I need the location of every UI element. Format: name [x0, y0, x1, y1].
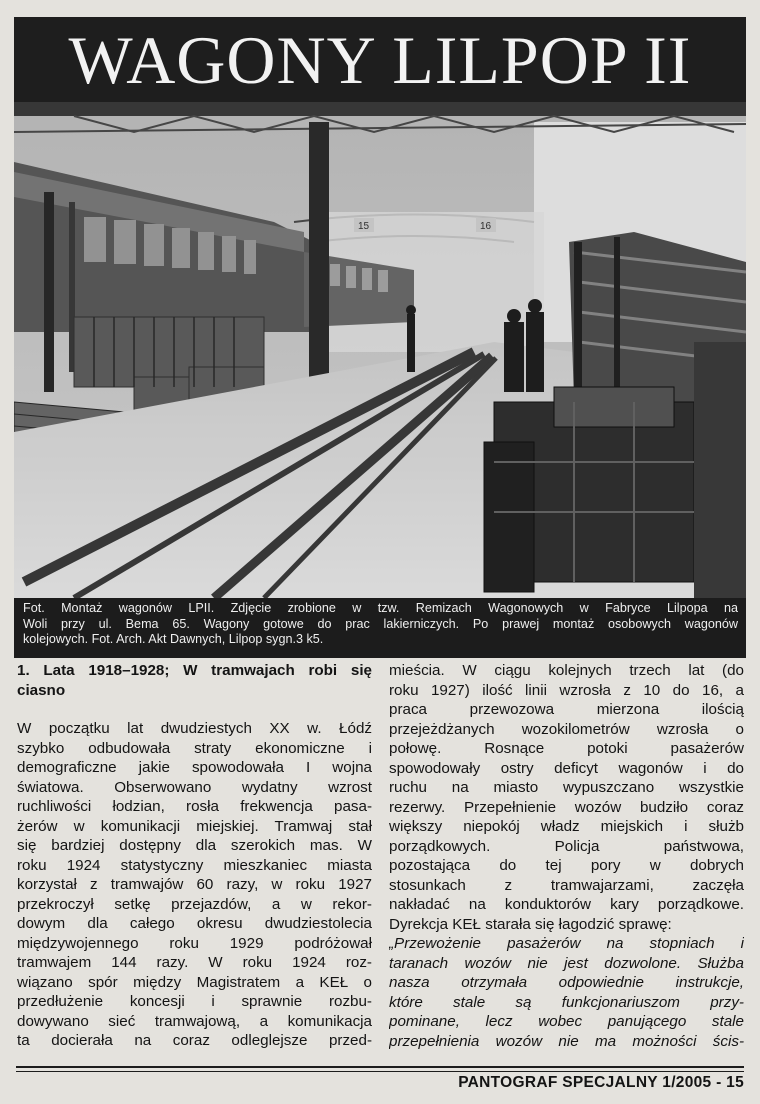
text-line: rezerwy. Przepełnienie wozów budziło coraz	[389, 798, 744, 816]
quote-line: taranach wozów nie jest dozwolone. Służba	[389, 954, 744, 972]
title-banner	[14, 17, 746, 102]
text-line: spowodowały ostry deficyt wagonów i do	[389, 759, 744, 777]
footer-rule	[16, 1066, 744, 1068]
quote-line: nasza otrzymała odpowiednie instrukcje,	[389, 974, 744, 991]
article-column-right	[389, 661, 744, 1051]
quote-line: które stale są funkcjonariuszom przy-	[389, 993, 744, 1011]
footer-rule	[16, 1071, 744, 1072]
article-title: WAGONY LILPOP II	[68, 21, 692, 98]
text-line: ta docierała na coraz odleglejsze przed-	[17, 1032, 372, 1049]
quote-line: „Przewożenie pasażerów na stopniach i	[389, 935, 744, 952]
text-line: żerów w komunikacji miejskiej. Tramwaj stał	[17, 817, 372, 835]
text-line: szybko odbudowała straty ekonomiczne i	[17, 739, 372, 757]
text-line: ruchu na miasto wypuszczano wszystkie	[389, 779, 744, 796]
text-line: pozostająca do tej pory w dobrych	[389, 857, 744, 874]
factory-photo	[14, 102, 746, 598]
text-line: praca przewozowa mierzona ilością	[389, 701, 744, 718]
text-line: Dyrekcja KEŁ starała się łagodzić sprawę:	[389, 915, 672, 933]
tram-assembly-hall-image	[14, 102, 746, 598]
text-line: mieścia. W ciągu kolejnych trzech lat (do	[389, 662, 744, 679]
text-line: dowywano sieć tramwajową, a komunikacja	[17, 1012, 372, 1030]
text-line: przedłużenie koncesji i sprawnie rozbu-	[17, 993, 372, 1010]
section-heading: ciasno	[17, 681, 66, 699]
photo-caption	[14, 598, 746, 658]
text-line: się bardziej dostępny dla szerokich mas. W	[17, 837, 372, 854]
text-line: międzywojennego roku 1929 podróżował	[17, 934, 372, 952]
text-line: ruchliwości łodzian, rosła frekwencja pasa-	[17, 798, 372, 815]
text-line: porządkowych. Policja państwowa,	[389, 837, 744, 855]
hall-sign-16: 16	[480, 221, 492, 232]
caption-line: Fot. Montaż wagonów LPII. Zdjęcie zrobione w tzw. Remizach Wagonowych w Fabryce Lilpopa na	[23, 601, 738, 615]
text-line: stosunkach z tramwajarzami, zaczęła	[389, 876, 744, 894]
text-line: połowę. Rosnące potoki pasażerów	[389, 740, 744, 757]
quote-line: przepełnienia wozów nie ma możności ścis-	[389, 1032, 744, 1050]
text-line: dowym dla całego okresu dwudziestolecia	[17, 915, 372, 932]
text-line: tramwajem 144 razy. W roku 1924 roz-	[17, 954, 372, 971]
section-heading: 1. Lata 1918–1928; W tramwajach robi się	[17, 662, 372, 679]
text-line: przejeżdżanych wozokilometrów wzrosła o	[389, 720, 744, 738]
article-column-left	[17, 661, 372, 1051]
text-line: wiązano spór między Magistratem a KEŁ o	[17, 973, 372, 991]
text-line: nakładać na konduktorów kary porządkowe.	[389, 896, 744, 913]
text-line: korzystał z tramwajów 60 razy, w roku 1927	[17, 876, 372, 893]
page-footer: PANTOGRAF SPECJALNY 1/2005 - 15	[458, 1074, 744, 1091]
text-line: demograficzne jakie spowodowała I wojna	[17, 759, 372, 776]
text-line: światowa. Obserwowano wydatny wzrost	[17, 778, 372, 796]
quote-line: pominane, lecz wobec panującego stale	[389, 1013, 744, 1030]
text-line: W początku lat dwudziestych XX w. Łódź	[17, 720, 372, 737]
caption-line: Woli przy ul. Bema 65. Wagony gotowe do prac lakierniczych. Po prawej montaż osobowych wagonów	[23, 616, 738, 631]
caption-line: kolejowych. Fot. Arch. Akt Dawnych, Lilpop sygn.3 k5.	[23, 632, 324, 646]
text-line: roku 1927) ilość linii wzrosła z 10 do 16, a	[389, 681, 744, 699]
text-line: przekroczył setkę przejazdów, a w rekor-	[17, 895, 372, 913]
text-line: roku 1924 statystyczny mieszkaniec miasta	[17, 856, 372, 874]
text-line: większy niepokój władz miejskich i służb	[389, 818, 744, 835]
hall-sign-15: 15	[358, 221, 370, 232]
